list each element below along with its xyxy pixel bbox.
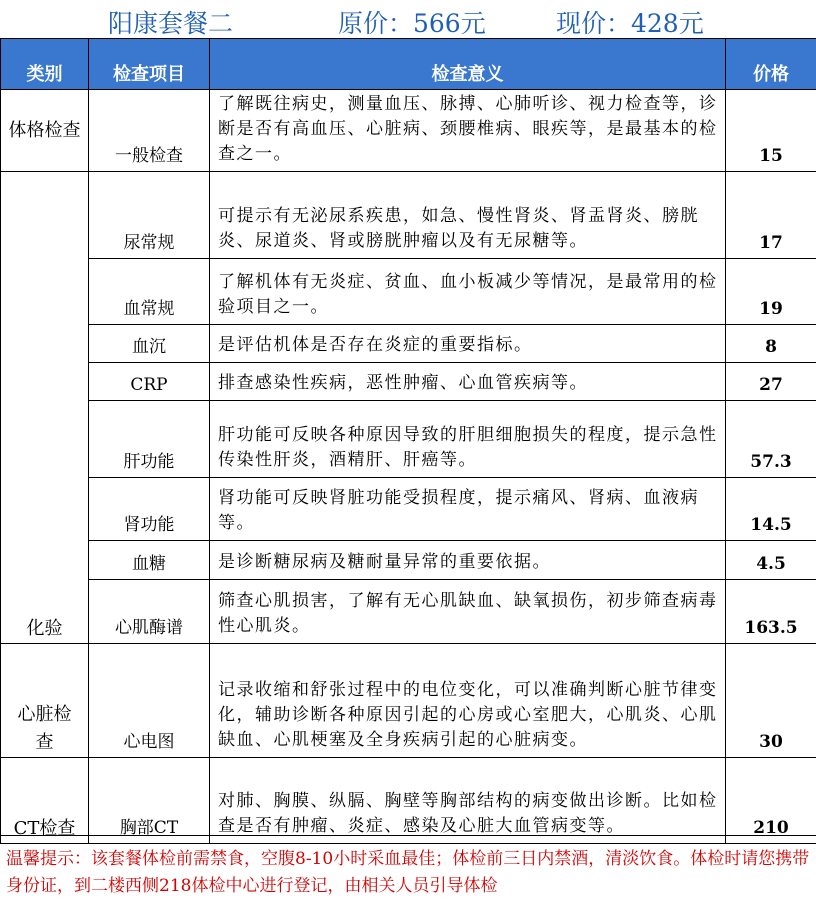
category-cell: 化验	[1, 172, 89, 644]
meaning-cell: 是诊断糖尿病及糖耐量异常的重要依据。	[210, 541, 726, 580]
table-row	[1, 363, 816, 401]
meaning-cell: 了解机体有无炎症、贫血、血小板减少等情况，是最常用的检验项目之一。	[210, 259, 726, 325]
table-row	[1, 758, 816, 844]
table-row	[1, 325, 816, 363]
original-price: 原价：566元	[338, 9, 486, 38]
table-row	[1, 259, 816, 325]
table-row	[1, 580, 816, 644]
meaning-cell: 筛查心肌损害，了解有无心肌缺血、缺氧损伤，初步筛查病毒性心肌炎。	[210, 580, 726, 644]
meaning-cell: 肾功能可反映肾脏功能受损程度，提示痛风、肾病、血液病等。	[210, 478, 726, 541]
meaning-cell: 肝功能可反映各种原因导致的肝胆细胞损失的程度，提示急性传染性肝炎，酒精肝、肝癌等。	[210, 401, 726, 478]
table-row	[1, 644, 816, 758]
reminder-notice: 温馨提示：该套餐体检前需禁食，空腹8-10小时采血最佳；体检前三日内禁酒，清淡饮食。体检时请您携带身份证，到二楼西侧218体检中心进行登记，由相关人员引导体检	[0, 835, 816, 923]
price-cell: 8	[726, 325, 816, 363]
header-category: 类别	[1, 39, 89, 90]
item-cell: 血糖	[89, 541, 210, 580]
table-row	[1, 90, 816, 172]
header-meaning: 检查意义	[210, 39, 726, 90]
meaning-cell: 记录收缩和舒张过程中的电位变化，可以准确判断心脏节律变化，辅助诊断各种原因引起的心房或心室肥大，心肌炎、心肌缺血、心肌梗塞及全身疾病引起的心脏病变。	[210, 644, 726, 758]
item-cell: 心电图	[89, 644, 210, 758]
price-cell: 14.5	[726, 478, 816, 541]
meaning-cell: 可提示有无泌尿系疾患，如急、慢性肾炎、肾盂肾炎、膀胱炎、尿道炎、肾或膀胱肿瘤以及有无尿糖等。	[210, 172, 726, 259]
price-cell: 27	[726, 363, 816, 401]
item-cell: 尿常规	[89, 172, 210, 259]
meaning-cell: 了解既往病史，测量血压、脉搏、心肺听诊、视力检查等，诊断是否有高血压、心脏病、颈腰椎病、眼疾等，是最基本的检查之一。	[210, 90, 726, 172]
price-cell: 15	[726, 90, 816, 172]
meaning-cell: 是评估机体是否存在炎症的重要指标。	[210, 325, 726, 363]
item-cell: 血沉	[89, 325, 210, 363]
table-row	[1, 541, 816, 580]
table-row	[1, 401, 816, 478]
header-price: 价格	[726, 39, 816, 90]
package-name: 阳康套餐二	[108, 9, 234, 38]
meaning-cell: 对肺、胸膜、纵膈、胸壁等胸部结构的病变做出诊断。比如检查是否有肿瘤、炎症、感染及心脏大血管病变等。	[210, 758, 726, 844]
category-cell: 体格检查	[1, 90, 89, 172]
item-cell: 胸部CT	[89, 758, 210, 844]
price-cell: 210	[726, 758, 816, 844]
price-cell: 30	[726, 644, 816, 758]
price-cell: 17	[726, 172, 816, 259]
current-price: 现价：428元	[556, 9, 704, 38]
price-cell: 4.5	[726, 541, 816, 580]
table-row	[1, 172, 816, 259]
category-cell: 心脏检查	[1, 644, 89, 758]
price-cell: 163.5	[726, 580, 816, 644]
package-title-bar	[0, 0, 816, 38]
price-cell: 57.3	[726, 401, 816, 478]
price-cell: 19	[726, 259, 816, 325]
meaning-cell: 排查感染性疾病，恶性肿瘤、心血管疾病等。	[210, 363, 726, 401]
header-item: 检查项目	[89, 39, 210, 90]
category-cell: CT检查	[1, 758, 89, 844]
item-cell: 肾功能	[89, 478, 210, 541]
item-cell: 一般检查	[89, 90, 210, 172]
table-header-row	[1, 39, 816, 90]
item-cell: 血常规	[89, 259, 210, 325]
item-cell: 肝功能	[89, 401, 210, 478]
item-cell: CRP	[89, 363, 210, 401]
exam-table	[0, 38, 816, 844]
item-cell: 心肌酶谱	[89, 580, 210, 644]
table-row	[1, 478, 816, 541]
